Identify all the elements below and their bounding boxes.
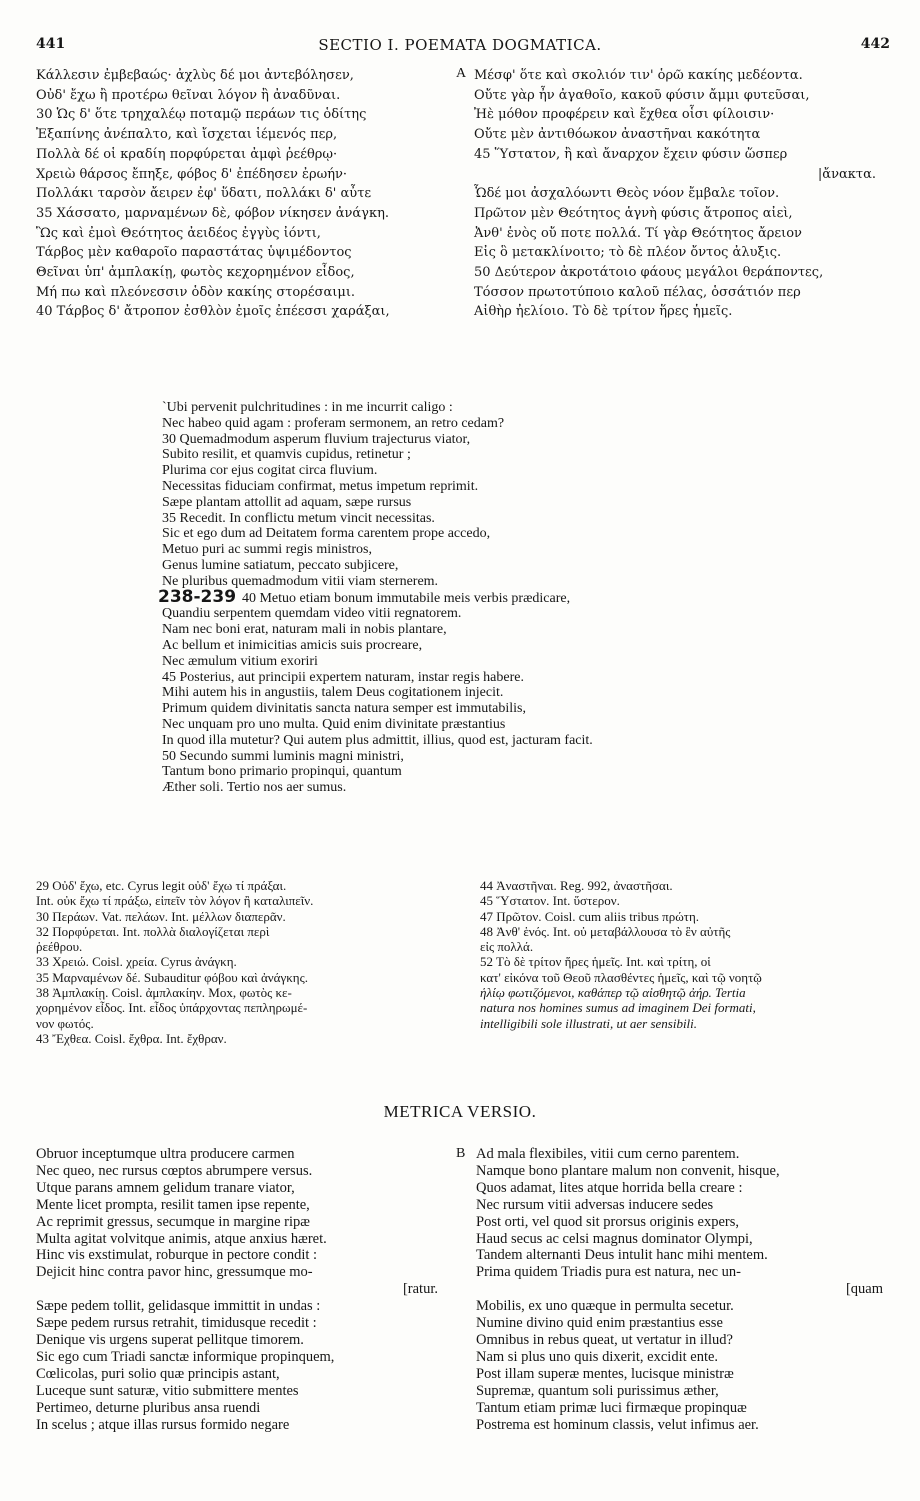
text-line: Κάλλεσιν ἐμβεβαώς· ἀχλὺς δέ μοι ἀντεβόλησεν, [36,68,354,83]
text-line: Tantum bono primario propinqui, quantum [162,764,402,780]
text-line: Τάρβος μὲν καθαροῖο παραστάτας ὑψιμέδοντος [36,245,352,261]
text-line: 35 Χάσσατο, μαρναμένων δὲ, φόβον νίκησεν ἀνάγκη. [36,205,389,221]
text-line: 43 Ἔχθεα. Coisl. ἔχθρα. Int. ἔχθραν. [36,1030,227,1046]
text-line: Haud secus ac celsi magnus dominator Olympi, [476,1230,753,1247]
text-line: 45 Ὕστατον. Int. ὕστερον. [480,893,620,909]
text-line: 47 Πρῶτον. Coisl. cum aliis tribus πρώτη. [480,908,700,924]
latin-translation [158,400,762,796]
text-line: Ὣς καὶ ἐμοὶ Θεότητος ἀειδέος ἐγγὺς ἰόντι, [36,225,321,241]
text-line: Πολλὰ δέ οἱ κραδίη πορφύρεται ἀμφὶ ῥεέθρῳ· [36,146,338,162]
text-line: Nec æmulum vitium exoriri [162,653,318,669]
text-line: Quos adamat, lites atque horrida bella creare : [476,1179,743,1196]
text-line: Πολλάκι ταρσὸν ἄειρεν ἐφ' ὕδατι, πολλάκι δ' αὖτε [36,186,372,202]
margin-letter-b: B [456,1146,466,1161]
text-line: 32 Πορφύρεται. Int. πολλὰ διαλογίζεται περὶ [36,923,270,939]
text-line: Utque parans amnem gelidum tranare viator, [36,1179,295,1196]
text-line: Necessitas fiduciam confirmat, metus impetum reprimit. [162,478,479,494]
text-line: Hinc vis exstimulat, roburque in pectore condit : [36,1247,318,1264]
text-line: εἰς πολλά. [480,939,534,955]
text-line: Mente licet prompta, resilit tamen ipse repente, [36,1196,310,1213]
running-title: SECTIO I. POEMATA DOGMATICA. [318,36,602,54]
text-line: Χρειὼ θάρσος ἔπηξε, φόβος δ' ἐπέδησεν ἐρωήν· [36,166,348,182]
text-line: Εἰς ὃ μετακλίνοιτο; τὸ δὲ πλέον ὄντος ἀλυξις. [474,245,782,261]
text-line: In scelus ; atque illas rursus formido negare [36,1416,290,1433]
text-line: Ἠὲ μόθον προφέρειν καὶ ἔχθεα οἷσι φίλοισιν· [474,107,775,123]
text-line: Nam nec boni erat, naturam mali in nobis plantare, [162,622,447,638]
text-line: Nec habeo quid agam : proferam sermonem, an retro cedam? [162,415,505,431]
text-line: In quod illa mutetur? Qui autem plus admittit, illius, quod est, jacturam facit. [162,732,593,748]
text-line: Post illam superæ mentes, lucisque ministræ [476,1365,734,1382]
text-line: Nec unquam pro uno multa. Quid enim divinitate præstantius [162,716,506,732]
text-line: natura nos homines sumus ad imaginem Dei formati, [480,1000,756,1016]
text-line: ἡλίῳ φωτιζόμενοι, καθάπερ τῷ αἰσθητῷ ἀήρ. Tertia [480,985,746,1001]
text-line: Primum quidem divinitatis sancta natura semper est immutabilis, [162,701,526,717]
text-line [158,586,762,607]
text-line: Denique vis urgens superat pellitque timorem. [36,1331,304,1348]
notes-right-column [480,878,900,1031]
text-line: Mobilis, ex uno quæque in permulta secetur. [476,1298,734,1315]
text-line: Cœlicolas, puri solio quæ principis astant, [36,1365,280,1382]
text-line: κατ' εἰκόνα τοῦ Θεοῦ πλασθέντες ἡμεῖς, καὶ τῷ νοητῷ [480,969,762,985]
text-line: 30 Ὡς δ' ὅτε τρηχαλέῳ ποταμῷ περάων τις ὁδίτης [36,107,367,123]
text-line: intelligibili sole illustrati, ut aer sensibili. [480,1015,698,1031]
text-line: Genus lumine satiatum, peccato subjicere, [162,557,399,573]
text-line: Mihi autem his in angustiis, talem Deus cogitationem injecit. [162,685,504,701]
text-line: Obruor inceptumque ultra producere carmen [36,1146,295,1162]
text-line: Subito resilit, et quamvis cupidus, retinetur ; [162,447,411,463]
text-line: Θεῖναι ὑπ' ἀμπλακίῃ, φωτὸς κεχορημένον εἶδος, [36,265,355,281]
section-title: METRICA VERSIO. [383,1102,537,1121]
text-line: Nam si plus uno quis dixerit, excidit ente. [476,1348,719,1365]
page-reference: 238-239 [158,586,242,607]
text-line: Nec rursum vitii adversas inducere sedes [476,1196,714,1213]
text-line: `Ubi pervenit pulchritudines : in me incurrit caligo : [162,400,453,415]
text-line: Οὔτε μὲν ἀντιθόωκον ἀναστῆναι κακότητα [474,127,761,143]
metrica-left-column [36,1146,456,1433]
text-line: 40 Τάρβος δ' ἄτροπον ἐσθλὸν ἐμοῖς ἐπέεσσι χαράξαι, [36,304,390,320]
text-line: |ἄνακτα. [817,166,876,182]
text-line: Sic ego cum Triadi sanctæ informique propinquem, [36,1348,335,1365]
text-line: Οὔτε γὰρ ἦν ἀγαθοῖο, κακοῦ φύσιν ἄμμι φυτεῦσαι, [474,87,810,103]
margin-letter-a: A [456,66,467,81]
text-line: Μή πω καὶ πλεόνεσσιν ὁδὸν κακίης στορέσαιμι. [36,284,356,300]
text-line: Metuo puri ac summi regis ministros, [162,542,372,558]
text-line: Μέσφ' ὅτε καὶ σκολιόν τιν' ὁρῶ κακίης μεδέοντα. [474,68,803,83]
text-line: Numine divino quid enim præstantius esse [476,1315,723,1332]
text-line: Sæpe pedem tollit, gelidasque immittit in undas : [36,1298,321,1315]
right-page-number: 442 [860,36,890,52]
greek-text-right-column [474,66,894,322]
text-line: Supremæ, quantum soli purissimus æther, [476,1382,719,1399]
text-line: Τόσσον πρωτοτύποιο καλοῦ πέλας, ὁσσάτιόν περ [474,284,801,300]
text-line: 50 Δεύτερον ἀκροτάτοιο φάους μεγάλοι θεράποντες, [474,265,824,281]
text-line: 45 Ὕστατον, ἢ καὶ ἄναρχον ἔχειν φύσιν ὥσπερ [474,146,788,162]
text-line: 44 Ἀναστῆναι. Reg. 992, ἀναστῆσαι. [480,878,673,893]
text-line: Ἐξαπίνης ἀνέπαλτο, καὶ ἴσχεται ἱέμενός περ, [36,127,338,143]
notes-left-column [36,878,456,1046]
text-line: Plurima cor ejus cogitat circa fluvium. [162,463,378,479]
text-line: Ac bellum et inimicitias amicis suis procreare, [162,637,423,653]
text-line: Ἀνθ' ἑνὸς οὔ ποτε πολλά. Τί γὰρ Θεότητος ἄρειον [474,225,802,241]
text-line: 29 Οὐδ' ἔχω, etc. Cyrus legit οὐδ' ἔχω τί πράξαι. [36,878,287,893]
text-line: 48 Ἀνθ' ἑνός. Int. οὐ μεταβάλλουσα τὸ ἓν αὐτῆς [480,923,731,939]
text-line: Ὧδέ μοι ἀσχαλόωντι Θεὸς νόον ἔμβαλε τοῖον. [474,186,780,202]
text-line: 45 Posterius, aut principii expertem naturam, instar regis habere. [162,669,524,685]
text-line: Sic et ego dum ad Deitatem forma carentem prope accedo, [162,526,491,542]
text-line: Prima quidem Triadis pura est natura, nec un- [476,1264,741,1281]
text-line: Tantum etiam primæ luci firmæque propinquæ [476,1399,747,1416]
text-line-content: 40 Metuo etiam bonum immutabile meis verbis prædicare, [241,590,571,606]
text-line: Tandem alternanti Deus intulit hanc mihi mentem. [476,1247,768,1264]
text-line: 35 Recedit. In conflictu metum vincit necessitas. [162,510,435,526]
text-line: Namque bono plantare malum non convenit, hisque, [476,1162,780,1179]
left-page-number: 441 [36,36,66,52]
metrica-right-column [476,1146,901,1433]
text-line: Æther soli. Tertio nos aer sumus. [162,780,347,796]
text-line: Post orti, vel quod sit prorsus originis expers, [476,1213,740,1230]
text-line: Int. οὐκ ἔχω τί πράξω, εἰπεῖν τὸν λόγον ἢ καταλιπεῖν. [36,893,314,909]
text-line: Ad mala flexibiles, vitii cum cerno parentem. [476,1146,740,1162]
text-line: 38 Ἀμπλακίῃ. Coisl. ἀμπλακίην. Mox, φωτὸς κε- [36,985,292,1001]
text-line: Αἰθὴρ ἠελίοιο. Τὸ δὲ τρίτον ἥρες ἡμεῖς. [474,304,733,320]
page-header [0,36,920,60]
text-line: Ne pluribus quemadmodum vitii viam sternerem. [162,573,439,589]
text-line: Οὐδ' ἔχω ἢ προτέρω θεῖναι λόγον ἢ ἀναδῦναι. [36,87,341,103]
text-line: 50 Secundo summi luminis magni ministri, [162,748,404,764]
text-line: Luceque sunt saturæ, vitio submittere mentes [36,1382,299,1399]
text-line: Dejicit hinc contra pavor hinc, gressumque mo- [36,1264,313,1281]
text-line: 30 Περάων. Vat. πελάων. Int. μέλλων διαπερᾶν. [36,908,286,924]
text-line: Sæpe pedem rursus retrahit, timidusque recedit : [36,1315,317,1332]
text-line: Multa agitat volvitque animis, atque anxius hæret. [36,1230,327,1247]
greek-text-left-column [36,66,451,322]
text-line: ῥεέθρου. [36,939,83,955]
text-line: χορημένον εἶδος. Int. εἶδος ὑπάρχοντας πεπληρωμέ- [36,1000,308,1016]
text-line: 33 Χρειώ. Coisl. χρεία. Cyrus ἀνάγκη. [36,954,237,970]
text-line: [ratur. [402,1281,438,1298]
text-line: 52 Τὸ δὲ τρίτον ἥρες ἡμεῖς. Int. καὶ τρίτη, οἱ [480,954,711,970]
text-line: Quandiu serpentem quemdam video vitii regnatorem. [162,606,462,622]
text-line: Pertimeo, deturne pluribus ansa ruendi [36,1399,261,1416]
text-line: 30 Quemadmodum asperum fluvium trajecturus viator, [162,431,471,447]
text-line: Sæpe plantam attollit ad aquam, sæpe rursus [162,494,412,510]
text-line: νον φωτός. [36,1015,94,1031]
text-line: 35 Μαρναμένων δέ. Subauditur φόβου καὶ ἀνάγκης. [36,969,308,985]
text-line: Πρῶτον μὲν Θεότητος ἁγνὴ φύσις ἄτροπος αἰεὶ, [474,205,793,221]
text-line: Ac reprimit gressus, secumque in margine ripæ [36,1213,310,1230]
text-line: Nec queo, nec rursus cœptos abrumpere versus. [36,1162,313,1179]
text-line: [quam [845,1281,883,1298]
text-line: Omnibus in rebus queat, ut vertatur in illud? [476,1331,733,1348]
text-line: Postrema est hominum classis, velut infimus aer. [476,1416,759,1433]
